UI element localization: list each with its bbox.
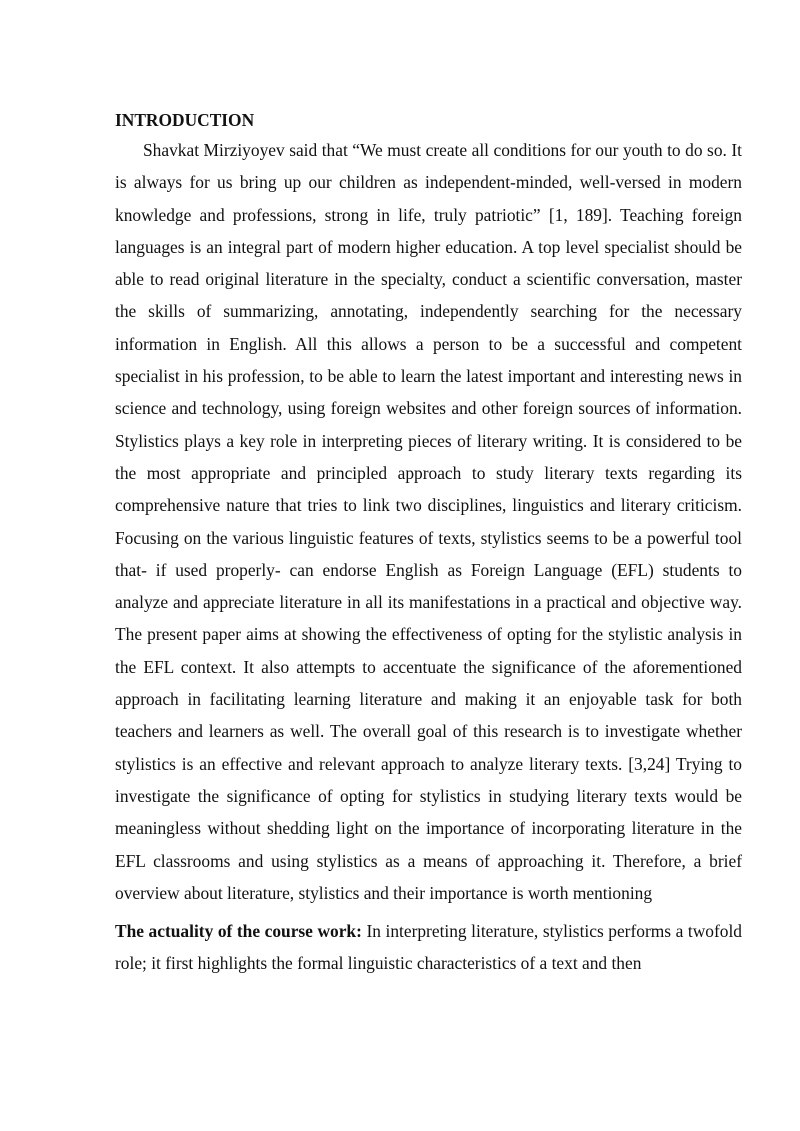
actuality-text: In interpreting literature, stylistics performs a twofold role; it first highlights the formal linguistic characteristics of a text and then <box>115 921 742 974</box>
actuality-lead: The actuality of the course work: <box>115 921 362 942</box>
actuality-paragraph <box>115 915 742 980</box>
section-heading: INTRODUCTION <box>115 110 255 130</box>
page-content <box>115 106 742 980</box>
intro-paragraph: Shavkat Mirziyoyev said that “We must create all conditions for our youth to do so. It is always for us bring up our children as independent-minded, well-versed in modern knowledge and professions, strong in life, truly patriotic” [1, 189]. Teaching foreign languages is an integral part of modern higher education. A top level specialist should be able to read original literature in the specialty, conduct a scientific conversation, master the skills of summarizing, annotating, independently searching for the necessary information in English. All this allows a person to be a successful and competent specialist in his profession, to be able to learn the latest important and interesting news in science and technology, using foreign websites and other foreign sources of information. Stylistics plays a key role in interpreting pieces of literary writing. It is considered to be the most appropriate and principled approach to study literary texts regarding its comprehensive nature that tries to link two disciplines, linguistics and literary criticism. Focusing on the various linguistic features of texts, stylistics seems to be a powerful tool that- if used properly- can endorse English as Foreign Language (EFL) students to analyze and appreciate literature in all its manifestations in a practical and objective way. The present paper aims at showing the effectiveness of opting for the stylistic analysis in the EFL context. It also attempts to accentuate the significance of the aforementioned approach in facilitating learning literature and making it an enjoyable task for both teachers and learners as well. The overall goal of this research is to investigate whether stylistics is an effective and relevant approach to analyze literary texts. [3,24] Trying to investigate the significance of opting for stylistics in studying literary texts would be meaningless without shedding light on the importance of incorporating literature in the EFL classrooms and using stylistics as a means of approaching it. Therefore, a brief overview about literature, stylistics and their importance is worth mentioning <box>115 140 742 903</box>
